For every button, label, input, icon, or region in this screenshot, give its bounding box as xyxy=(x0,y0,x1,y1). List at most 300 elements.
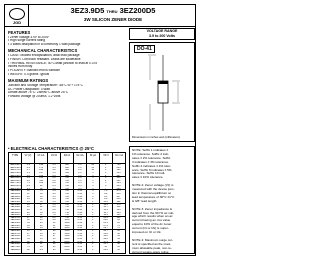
table-cell: 500 xyxy=(65,169,69,172)
table-cell: 535 xyxy=(116,171,121,174)
table-cell: 80 xyxy=(91,164,95,166)
note-line: equal to 10% of the dc zener xyxy=(132,223,172,227)
table-cell: 487 xyxy=(116,174,121,177)
table-cell: 3EZ56D5 xyxy=(10,237,21,240)
description-column xyxy=(8,29,126,99)
table-cell: 0.25 xyxy=(77,203,83,206)
table-cell: 3EZ36D5 xyxy=(10,224,21,227)
table-cell: 24 xyxy=(27,214,30,216)
table-cell: 0.5 xyxy=(78,187,82,190)
table-cell: 6.0 xyxy=(52,206,56,209)
table-cell: 30 xyxy=(27,219,30,222)
table-cell: 750 xyxy=(65,216,69,219)
table-cell: 17 xyxy=(39,230,43,233)
table-cell: 3EZ75D5 xyxy=(10,245,21,248)
table-cell: 124 xyxy=(116,211,121,214)
table-cell: 700 xyxy=(65,193,69,196)
note-line: ance. Suffix 5 indicates ± 5% xyxy=(132,168,172,172)
table-cell: 82 xyxy=(27,248,30,251)
table-cell: 3.5 xyxy=(52,190,56,193)
table-cell: 1.0 xyxy=(78,174,82,177)
max-ratings-line: DC Power Dissipation: 3 Watt xyxy=(8,87,50,91)
table-cell: 750 xyxy=(65,206,69,209)
table-cell: 3EZ10D5 xyxy=(10,190,21,193)
table-cell: 0.25 xyxy=(77,243,83,246)
logo-mark-icon xyxy=(9,8,25,20)
table-cell: 13.7 xyxy=(103,206,108,209)
table-cell: 5.5 xyxy=(52,200,56,203)
table-cell: 83 xyxy=(117,222,120,225)
table-cell: 42.6 xyxy=(103,237,108,240)
note-line: current having an rms value xyxy=(132,219,171,223)
package-label: DO-41 xyxy=(134,45,155,53)
table-cell: 13 xyxy=(27,198,30,201)
note-line: NOTE: Suffix 1 indicates ± xyxy=(132,149,169,152)
table-cell: 136 xyxy=(116,208,121,211)
table-cell: 0.25 xyxy=(77,214,83,216)
mechanical-line: • THERMAL RESISTANCE: 40°C/Watt junction to lead at 0.375 xyxy=(8,61,98,65)
table-cell: 160 xyxy=(39,169,44,172)
table-cell: 3EZ82D5 xyxy=(10,248,21,251)
table-cell: 1 xyxy=(92,222,94,225)
table-cell: 750 xyxy=(65,208,69,211)
voltage-range-value: 3.9 to 200 Volts xyxy=(149,34,175,38)
table-cell: 4.5 xyxy=(52,195,56,198)
voltage-range-label: VOLTAGE RANGE xyxy=(146,29,178,33)
table-cell: 2000 xyxy=(64,243,70,246)
table-cell: 3EZ33D5 xyxy=(10,222,21,225)
table-cell: 750 xyxy=(65,214,69,216)
column-header: Izt mA xyxy=(35,153,48,163)
table-cell: 7 xyxy=(105,187,107,190)
table-cell: 0.25 xyxy=(77,224,83,227)
table-cell: 101 xyxy=(116,216,121,219)
table-cell: 0.25 xyxy=(77,206,83,209)
table-cell: 3 xyxy=(105,177,107,180)
table-cell: 121 xyxy=(39,177,44,180)
table-cell: 27.4 xyxy=(103,224,108,227)
table-cell: 39 xyxy=(27,227,30,230)
table-cell: 3.9 xyxy=(26,164,30,166)
table-cell: 0.25 xyxy=(77,227,83,230)
column-header: Zzk Ω xyxy=(61,153,74,163)
table-cell: 5 xyxy=(92,182,94,185)
note-line: & 3/8" lead length. xyxy=(132,199,158,203)
table-cell: 75 xyxy=(27,245,30,248)
table-cell: 3EZ5.1D5 xyxy=(10,171,21,174)
table-cell: 700 xyxy=(65,203,69,206)
table-cell: 5 xyxy=(92,177,94,180)
table-cell: 15 xyxy=(27,200,30,203)
table-cell: 2000 xyxy=(64,240,70,243)
table-cell: 1 xyxy=(92,224,94,227)
table-header xyxy=(9,153,125,164)
table-cell: 1 xyxy=(92,216,94,219)
table-cell: 5 xyxy=(92,174,94,177)
table-cell: 5.5 xyxy=(52,203,56,206)
note-line: lead temperature of 30°C ±1°C xyxy=(132,195,175,199)
table-cell: 44 xyxy=(117,240,120,243)
table-cell: 10 xyxy=(52,222,56,225)
table-cell: 11 xyxy=(40,243,43,246)
table-cell: 114 xyxy=(116,214,121,216)
table-cell: 43 xyxy=(27,230,30,233)
table-cell: 700 xyxy=(65,195,69,198)
table-cell: 3EZ8.2D5 xyxy=(10,185,21,188)
table-cell: 3EZ11D5 xyxy=(10,193,21,196)
table-cell: 700 xyxy=(65,185,69,188)
header-divider xyxy=(29,26,196,27)
table-cell: 0.25 xyxy=(77,237,83,240)
table-cell: 38.8 xyxy=(103,235,108,238)
max-ratings-line: Derate above 75°C: 24mW/°C above 25°C xyxy=(8,91,69,95)
note-line: NOTE 4: Maximum surge cur- xyxy=(132,238,174,242)
table-cell: 192 xyxy=(39,164,44,166)
table-cell: 1 xyxy=(92,245,94,248)
table-cell: 4.0 xyxy=(52,193,56,196)
table-cell: 1 xyxy=(92,243,94,246)
table-cell: 4.5 xyxy=(52,164,56,166)
table-cell: 13 xyxy=(39,237,43,240)
table-cell: 7.0 xyxy=(52,214,56,216)
table-cell: 9.9 xyxy=(104,198,108,201)
table-cell: 170 xyxy=(116,203,121,206)
diode-outline-drawing xyxy=(130,43,196,143)
table-cell: 11 xyxy=(52,224,56,227)
table-cell: 1 xyxy=(92,237,94,240)
table-cell: 5 xyxy=(92,185,94,188)
table-cell: 20 xyxy=(27,208,30,211)
logo xyxy=(5,5,29,27)
table-cell: 248 xyxy=(116,193,121,196)
table-cell: 91 xyxy=(39,185,43,188)
table-cell: 3EZ18D5 xyxy=(10,206,21,209)
table-cell: 47 xyxy=(39,203,43,206)
note-line: cates ± 2% tolerance. Suffix xyxy=(132,156,171,160)
table-cell: 10 xyxy=(39,245,43,248)
table-cell: 56 xyxy=(27,237,30,240)
table-cell: 35.8 xyxy=(103,232,108,235)
table-cell: 550 xyxy=(65,171,69,174)
table-cell: 9.1 xyxy=(26,187,30,190)
table-cell: 16 xyxy=(39,232,43,235)
note-line: mum allowable peak, non-re- xyxy=(132,246,172,250)
table-cell: 1 xyxy=(92,206,94,209)
table-cell: 12 xyxy=(39,240,43,243)
note-line: current square-wave pulse. xyxy=(132,250,170,254)
table-cell: 5 xyxy=(92,179,94,182)
table-cell: 3000 xyxy=(64,248,70,251)
table-cell: 152 xyxy=(116,206,121,209)
table-cell: 5 xyxy=(92,171,94,174)
title-thru: THRU xyxy=(106,9,118,14)
table-cell: 27 xyxy=(27,216,30,219)
table-cell: 35 xyxy=(52,237,56,240)
features-line: • High surge current rating xyxy=(8,39,46,43)
features-line: • 3 Watts dissipation in a commonly 1 watt package xyxy=(8,43,81,47)
note-line: rent is specified as the maxi- xyxy=(132,242,172,246)
table-cell: 3EZ3.9D5 xyxy=(10,164,21,166)
note-line: current (Izt or Izk) is super- xyxy=(132,227,169,231)
table-cell: 4.5 xyxy=(52,198,56,201)
table-cell: 53 xyxy=(117,235,120,238)
table-cell: 0.25 xyxy=(77,211,83,214)
table-cell: 14 xyxy=(52,227,56,230)
table-cell: 1500 xyxy=(64,230,70,233)
table-cell: 2000 xyxy=(64,237,70,240)
table-cell: 1500 xyxy=(64,232,70,235)
table-cell: 16.7 xyxy=(103,211,108,214)
table-cell: 134 xyxy=(39,174,44,177)
note-line: NOTE 3: Zener impedance is xyxy=(132,207,173,211)
table-cell: 700 xyxy=(65,187,69,190)
title-right: 3EZ200D5 xyxy=(119,6,156,15)
table-cell: 51 xyxy=(27,235,30,238)
table-cell: 58 xyxy=(117,232,120,235)
table-cell: 1000 xyxy=(64,219,70,222)
table-cell: 1.0 xyxy=(78,171,82,174)
table-cell: 9.0 xyxy=(52,219,56,222)
max-ratings-line: Junction and Storage Temperature: -65°C to + 175°C xyxy=(8,83,83,87)
table-cell: 750 xyxy=(65,211,69,214)
table-cell: 1 xyxy=(92,203,94,206)
table-cell: 0.25 xyxy=(77,190,83,193)
table-cell: 3EZ6.2D5 xyxy=(10,177,21,180)
table-cell: 3EZ51D5 xyxy=(10,235,21,238)
table-cell: 4.3 xyxy=(26,166,30,169)
note-line: measured with the device junc- xyxy=(132,188,175,192)
datasheet-page xyxy=(4,4,196,256)
table-cell: 1 xyxy=(92,219,94,222)
table-cell: 147 xyxy=(39,171,44,174)
table-cell: 47.1 xyxy=(103,240,108,243)
table-cell: 3EZ15D5 xyxy=(10,200,21,203)
table-cell: 1.0 xyxy=(78,177,82,180)
table-cell: 4 xyxy=(105,179,107,182)
table-cell: 3EZ6.8D5 xyxy=(10,179,21,182)
package-note: Dimensions in inches and (millimeters) xyxy=(132,134,180,139)
table-row xyxy=(9,249,125,252)
table-body xyxy=(9,164,125,253)
table-cell: 20.6 xyxy=(103,216,108,219)
table-cell: 5 xyxy=(92,195,94,198)
table-cell: 1 xyxy=(92,235,94,238)
table-cell: 3EZ12D5 xyxy=(10,195,21,198)
table-cell: 210 xyxy=(116,198,121,201)
table-cell: 6.5 xyxy=(52,211,56,214)
mechanical-line: • WEIGHT: 0.4 grams Typical xyxy=(8,73,50,77)
table-cell: 2.0 xyxy=(52,179,56,182)
table-cell: 30 xyxy=(91,166,95,169)
table-cell: 364 xyxy=(116,182,121,185)
note-line: age which results when an ac xyxy=(132,215,173,219)
table-cell: 333 xyxy=(116,185,121,188)
table-cell: 1 xyxy=(92,230,94,233)
table-cell: 82 xyxy=(39,187,43,190)
column-header: Izk mA xyxy=(74,153,87,163)
table-cell: 51.7 xyxy=(103,243,108,246)
table-cell: 22.8 xyxy=(103,219,108,222)
table-cell: 4.0 xyxy=(52,169,56,172)
table-cell: 1 xyxy=(92,227,94,230)
table-cell: 2.5 xyxy=(52,185,56,188)
table-cell: 70 xyxy=(117,227,120,230)
table-cell: 56 xyxy=(104,245,107,248)
table-cell: 182 xyxy=(116,200,121,203)
table-cell: 33 xyxy=(117,248,120,251)
table-cell: 75 xyxy=(39,190,43,193)
table-cell: 174 xyxy=(39,166,44,169)
table-cell: 8.0 xyxy=(52,216,56,219)
table-cell: 6.2 xyxy=(26,177,30,180)
table-cell: 700 xyxy=(116,164,121,166)
table-cell: 3EZ16D5 xyxy=(10,203,21,206)
table-cell: 62 xyxy=(27,240,30,243)
table-cell: 3EZ4.7D5 xyxy=(10,169,21,172)
table-cell: 0.25 xyxy=(77,240,83,243)
table-cell: 3.5 xyxy=(52,171,56,174)
table-cell: 0.5 xyxy=(78,182,82,185)
table-cell: 19 xyxy=(39,227,43,230)
features-line: • Zener voltage 3.9V to 200V xyxy=(8,35,49,39)
column-header: Zzt Ω xyxy=(48,153,61,163)
table-cell: 18 xyxy=(27,206,30,209)
table-cell: 10 xyxy=(27,190,30,193)
table-cell: 29.7 xyxy=(103,227,108,230)
table-cell: 1.0 xyxy=(78,179,82,182)
table-cell: 23 xyxy=(39,222,43,225)
table-cell: 21 xyxy=(39,224,43,227)
table-cell: 18.2 xyxy=(103,214,108,216)
table-cell: 400 xyxy=(65,164,69,166)
note-line: 3 indicates ± 3% tolerance. xyxy=(132,160,170,164)
note-line: Suffix 4 indicates ± 4% toler- xyxy=(132,164,172,168)
table-cell: 0.5 xyxy=(78,185,82,188)
table-cell: 3EZ68D5 xyxy=(10,243,21,246)
table-cell: 11.4 xyxy=(103,200,108,203)
table-cell: 37 xyxy=(39,208,43,211)
mechanical-line: • FINISH: Corrosion resistant. Leads are solderable xyxy=(8,57,81,61)
table-cell: 6.0 xyxy=(52,208,56,211)
table-cell: 7.5 xyxy=(26,182,30,185)
table-cell: 9.1 xyxy=(104,195,108,198)
table-cell: 8.4 xyxy=(104,193,108,196)
table-cell: 700 xyxy=(65,200,69,203)
table-cell: 3EZ47D5 xyxy=(10,232,21,235)
table-cell: 0.25 xyxy=(77,232,83,235)
table-cell: 0.25 xyxy=(77,216,83,219)
table-cell: 63 xyxy=(39,195,43,198)
table-cell: 5.6 xyxy=(26,174,30,177)
table-cell: 700 xyxy=(65,182,69,185)
column-header: TYPE xyxy=(9,153,22,163)
table-cell: 36 xyxy=(117,245,120,248)
voltage-range-box xyxy=(129,28,195,40)
table-cell: 12 xyxy=(27,195,30,198)
table-cell: 2.0 xyxy=(52,182,56,185)
table-cell: 0.25 xyxy=(77,245,83,248)
title-left: 3EZ3.9D5 xyxy=(70,6,105,15)
table-cell: 0.25 xyxy=(77,198,83,201)
table-cell: 4.5 xyxy=(52,166,56,169)
table-cell: 91 xyxy=(117,219,120,222)
table-cell: 5 xyxy=(92,193,94,196)
table-cell: 11 xyxy=(27,193,30,196)
column-header: IR μA xyxy=(87,153,100,163)
table-cell: 0.25 xyxy=(77,230,83,233)
column-header: VR V xyxy=(100,153,113,163)
note-line: imposed on Izt or Izk. xyxy=(132,231,162,235)
table-cell: 1000 xyxy=(64,224,70,227)
page-subtitle: 3W SILICON ZENER DIODE xyxy=(83,17,143,22)
table-cell: 0.25 xyxy=(77,235,83,238)
table-cell: 58 xyxy=(39,198,43,201)
table-cell: 25.1 xyxy=(103,222,108,225)
table-cell: 3EZ22D5 xyxy=(10,211,21,214)
table-cell: 300 xyxy=(116,187,121,190)
table-cell: 2.0 xyxy=(52,177,56,180)
table-cell: 700 xyxy=(65,177,69,180)
table-cell: 1 xyxy=(92,248,94,251)
table-cell: 42 xyxy=(52,240,56,243)
table-cell: 1 xyxy=(92,200,94,203)
table-cell: 1500 xyxy=(64,235,70,238)
electrical-heading: • ELECTRICAL CHARACTERISTICS @ 25°C xyxy=(8,146,95,151)
table-cell: 1.0 xyxy=(78,169,82,172)
table-cell: 25 xyxy=(52,232,56,235)
table-cell: 3EZ39D5 xyxy=(10,227,21,230)
table-cell: 2.5 xyxy=(52,174,56,177)
note-line: tion in thermal equilibrium at xyxy=(132,191,171,195)
column-header: Vz (V) xyxy=(22,153,35,163)
table-cell: 600 xyxy=(65,174,69,177)
table-cell: 3EZ62D5 xyxy=(10,240,21,243)
table-cell: 16 xyxy=(27,203,30,206)
note-line: cates ± 10% tolerance. xyxy=(132,176,164,180)
table-cell: 0.25 xyxy=(77,222,83,225)
max-ratings-line: Forward Voltage @ 200mA: 1.2 Volts xyxy=(8,95,61,99)
table-cell: 33 xyxy=(27,222,30,225)
table-cell: 36 xyxy=(27,224,30,227)
mechanical-line: • CASE: Molded encapsulation, axial lead package xyxy=(8,53,80,57)
notes-box xyxy=(129,146,195,254)
table-cell: 63 xyxy=(117,230,120,233)
note-line: tolerance. Suffix 10 indi- xyxy=(132,172,166,176)
table-cell: 65 xyxy=(52,248,56,251)
column-header: Izm mA xyxy=(114,154,124,157)
mechanical-line: • POLARITY: Banded end is cathode xyxy=(8,69,60,73)
table-cell: 3EZ43D5 xyxy=(10,230,21,233)
table-cell: 8.2 xyxy=(26,185,30,188)
table-cell: 636 xyxy=(116,166,121,169)
table-cell: 3.0 xyxy=(52,187,56,190)
table-cell: 0.25 xyxy=(77,200,83,203)
table-cell: 6 xyxy=(105,185,107,188)
table-cell: 1 xyxy=(105,164,107,166)
table-cell: 15 xyxy=(39,235,43,238)
table-cell: 1.0 xyxy=(78,164,82,166)
logo-text: JGD xyxy=(12,20,22,25)
features-heading: FEATURES xyxy=(8,30,31,35)
table-cell: 1 xyxy=(105,171,107,174)
table-cell: 32.7 xyxy=(103,230,108,233)
table-cell: 3EZ20D5 xyxy=(10,208,21,211)
table-cell: 44 xyxy=(52,243,56,246)
table-cell: 25 xyxy=(39,219,43,222)
mechanical-heading: MECHANICAL CHARACTERISTICS xyxy=(8,48,78,54)
table-cell: 9.1 xyxy=(39,248,43,251)
table-cell: 1 xyxy=(92,198,94,201)
